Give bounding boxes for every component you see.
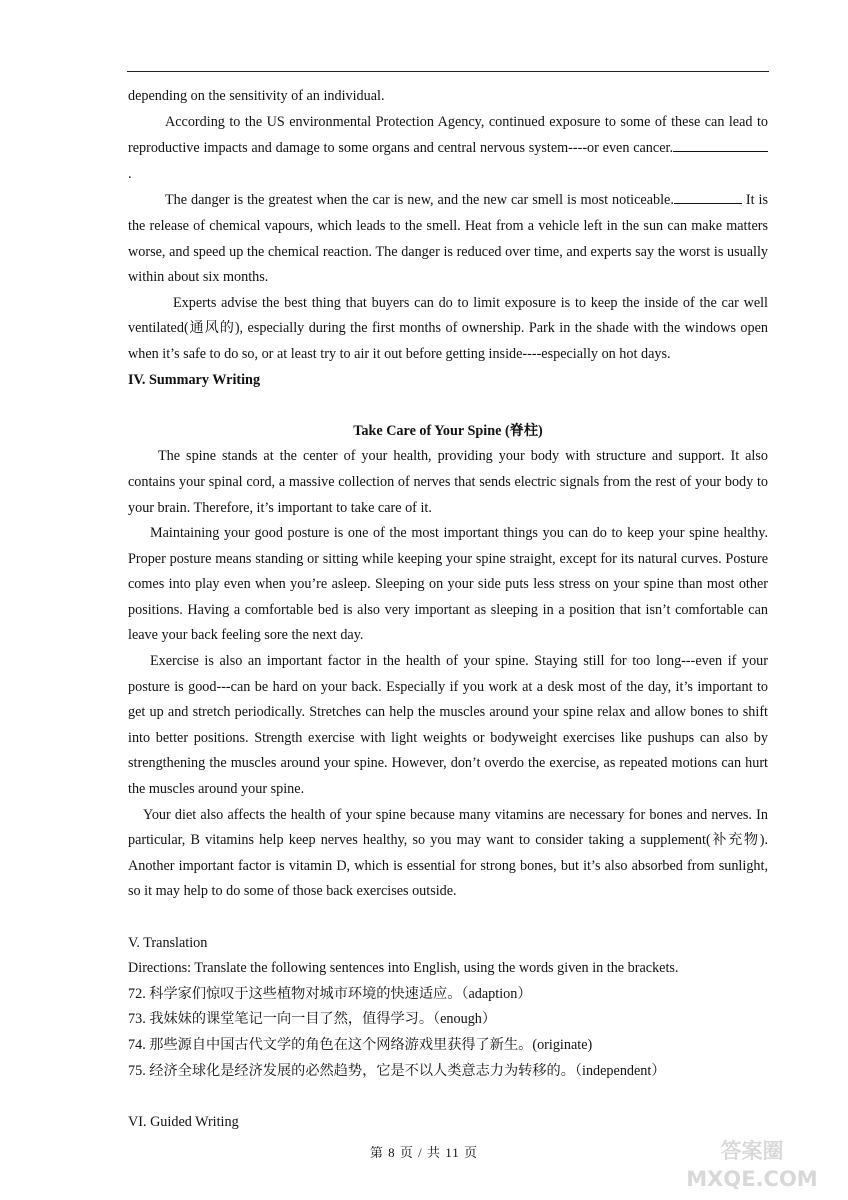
translation-directions: Directions: Translate the following sentences into English, using the words given in the brackets. bbox=[128, 960, 679, 977]
paragraph-danger bbox=[128, 187, 768, 290]
answer-blank-1[interactable] bbox=[673, 135, 768, 152]
paragraph-epa-end: . bbox=[128, 165, 132, 182]
header-rule bbox=[127, 71, 769, 72]
paragraph-danger-text-a: The danger is the greatest when the car is new, and the new car smell is most noticeable. bbox=[165, 192, 674, 209]
article-paragraph-2: Maintaining your good posture is one of the most important things you can do to keep your spine healthy. Proper posture means standing or sitting while keeping your spine straight, except for its natural curves. Posture comes into play even when you’re asleep. Sleeping on your side puts less stress on your spine than most other positions. Having a comfortable bed is also very important as sleeping in a position that isn’t comfortable can leave your back feeling sore the next day. bbox=[128, 525, 768, 644]
watermark-line-1: 答案圈 bbox=[720, 1139, 784, 1163]
page-number: 第 8 页 / 共 11 页 bbox=[369, 1145, 479, 1160]
article-paragraph-4: Your diet also affects the health of your spine because many vitamins are necessary for bones and nerves. In particular, B vitamins help keep nerves healthy, so you may want to consider taking a supplement(补充物). Another important factor is vitamin D, which is essential for strong bones, but it’s also absorbed from sunlight, so it may help to do some of those back exercises outside. bbox=[128, 806, 768, 900]
paragraph-danger-text-b: It is the release of chemical vapours, which leads to the smell. Heat from a vehicle left in the sun can make matters worse, and speed up the chemical reaction. The danger is reduced over time, and experts say the worst is usually within about six months. bbox=[128, 192, 768, 286]
article-paragraph-1: The spine stands at the center of your health, providing your body with structure and support. It also contains your spinal cord, a massive collection of nerves that sends electric signals from the rest of your body to your brain. Therefore, it’s important to take care of it. bbox=[128, 448, 768, 516]
watermark-logo bbox=[634, 1132, 834, 1194]
paragraph-epa bbox=[128, 110, 768, 188]
spacer bbox=[128, 905, 768, 931]
translation-item-74: 74. 那些源自中国古代文学的角色在这个网络游戏里获得了新生。(originate) bbox=[128, 1036, 593, 1053]
article-title: Take Care of Your Spine (脊柱) bbox=[353, 422, 543, 439]
paragraph-continuation: depending on the sensitivity of an individual. bbox=[128, 88, 385, 104]
article-paragraph-3: Exercise is also an important factor in the health of your spine. Staying still for too long---even if your posture is good---can be hard on your back. Especially if you work at a desk most of the day, it’s important to get up and stretch periodically. Stretches can help the muscles around your spine relax and allow bones to shift into better positions. Strength exercise with light weights or bodyweight exercises like pushups can also by strengthening the muscles around your spine. However, don’t overdo the exercise, as repeated motions can hurt the muscles around your spine. bbox=[128, 653, 768, 798]
section-heading-guided-writing: VI. Guided Writing bbox=[128, 1113, 239, 1130]
translation-item-75: 75. 经济全球化是经济发展的必然趋势，它是不以人类意志力为转移的。（independent） bbox=[128, 1062, 666, 1079]
paragraph-epa-text: According to the US environmental Protection Agency, continued exposure to some of these can lead to reproductive impacts and damage to some organs and central nervous system----or even cancer. bbox=[128, 113, 768, 157]
translation-item-72: 72. 科学家们惊叹于这些植物对城市环境的快速适应。（adaption） bbox=[128, 985, 532, 1002]
answer-blank-2[interactable] bbox=[674, 187, 742, 204]
document-page bbox=[128, 84, 768, 1135]
section-heading-summary: IV. Summary Writing bbox=[128, 371, 261, 388]
spacer bbox=[128, 1084, 768, 1110]
section-heading-translation: V. Translation bbox=[128, 934, 208, 951]
translation-item-73: 73. 我妹妹的课堂笔记一向一目了然，值得学习。（enough） bbox=[128, 1011, 497, 1028]
paragraph-experts: Experts advise the best thing that buyers can do to limit exposure is to keep the inside of the car well ventilated(通风的), especially during the first months of ownership. Park in the shade with the windows open when it’s safe to do so, or at least try to air it out before getting inside----especially on hot days. bbox=[128, 294, 768, 362]
watermark-line-2: MXQE.COM bbox=[686, 1167, 818, 1191]
